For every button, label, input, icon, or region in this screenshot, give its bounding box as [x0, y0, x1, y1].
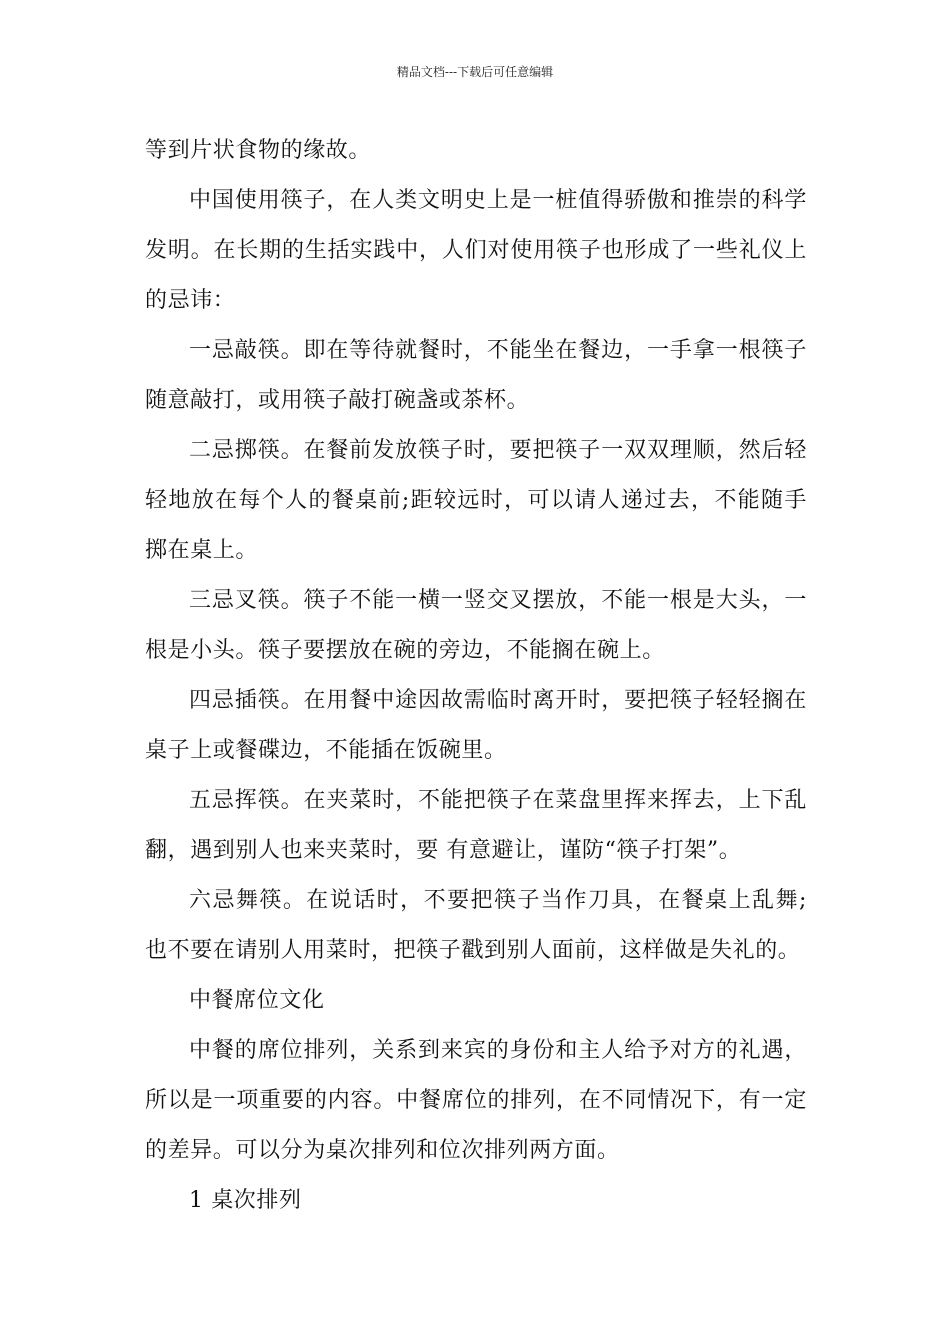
paragraph-taboo-5: 五忌挥筷。在夹菜时，不能把筷子在菜盘里挥来挥去，上下乱翻，遇到别人也来夹菜时，要 有意避让，谨防“筷子打架”。 — [145, 788, 807, 863]
document-body — [145, 126, 807, 1226]
paragraph-taboo-6: 六忌舞筷。在说话时，不要把筷子当作刀具，在餐桌上乱舞;也不要在请别人用菜时，把筷子戳到别人面前，这样做是失礼的。 — [145, 888, 807, 963]
subsection-heading-table-order: 1 桌次排列 — [189, 1188, 302, 1213]
page-header: 精品文档---下载后可任意编辑 — [396, 65, 554, 79]
paragraph-taboo-1: 一忌敲筷。即在等待就餐时，不能坐在餐边，一手拿一根筷子随意敲打，或用筷子敲打碗盏或茶杯。 — [145, 338, 807, 413]
paragraph-taboo-4: 四忌插筷。在用餐中途因故需临时离开时，要把筷子轻轻搁在桌子上或餐碟边，不能插在饭碗里。 — [145, 688, 807, 763]
paragraph-continuation: 等到片状食物的缘故。 — [145, 138, 372, 163]
paragraph-chopsticks-intro: 中国使用筷子，在人类文明史上是一桩值得骄傲和推崇的科学发明。在长期的生括实践中，人们对使用筷子也形成了一些礼仪上的忌讳： — [145, 188, 807, 313]
paragraph-seating-intro: 中餐的席位排列，关系到来宾的身份和主人给予对方的礼遇，所以是一项重要的内容。中餐席位的排列，在不同情况下，有一定的差异。可以分为桌次排列和位次排列两方面。 — [145, 1038, 807, 1163]
paragraph-taboo-3: 三忌叉筷。筷子不能一横一竖交叉摆放，不能一根是大头，一根是小头。筷子要摆放在碗的旁边，不能搁在碗上。 — [145, 588, 807, 663]
paragraph-taboo-2: 二忌掷筷。在餐前发放筷子时，要把筷子一双双理顺，然后轻轻地放在每个人的餐桌前;距较远时，可以请人递过去，不能随手掷在桌上。 — [145, 438, 807, 563]
section-heading-seating: 中餐席位文化 — [189, 988, 325, 1013]
